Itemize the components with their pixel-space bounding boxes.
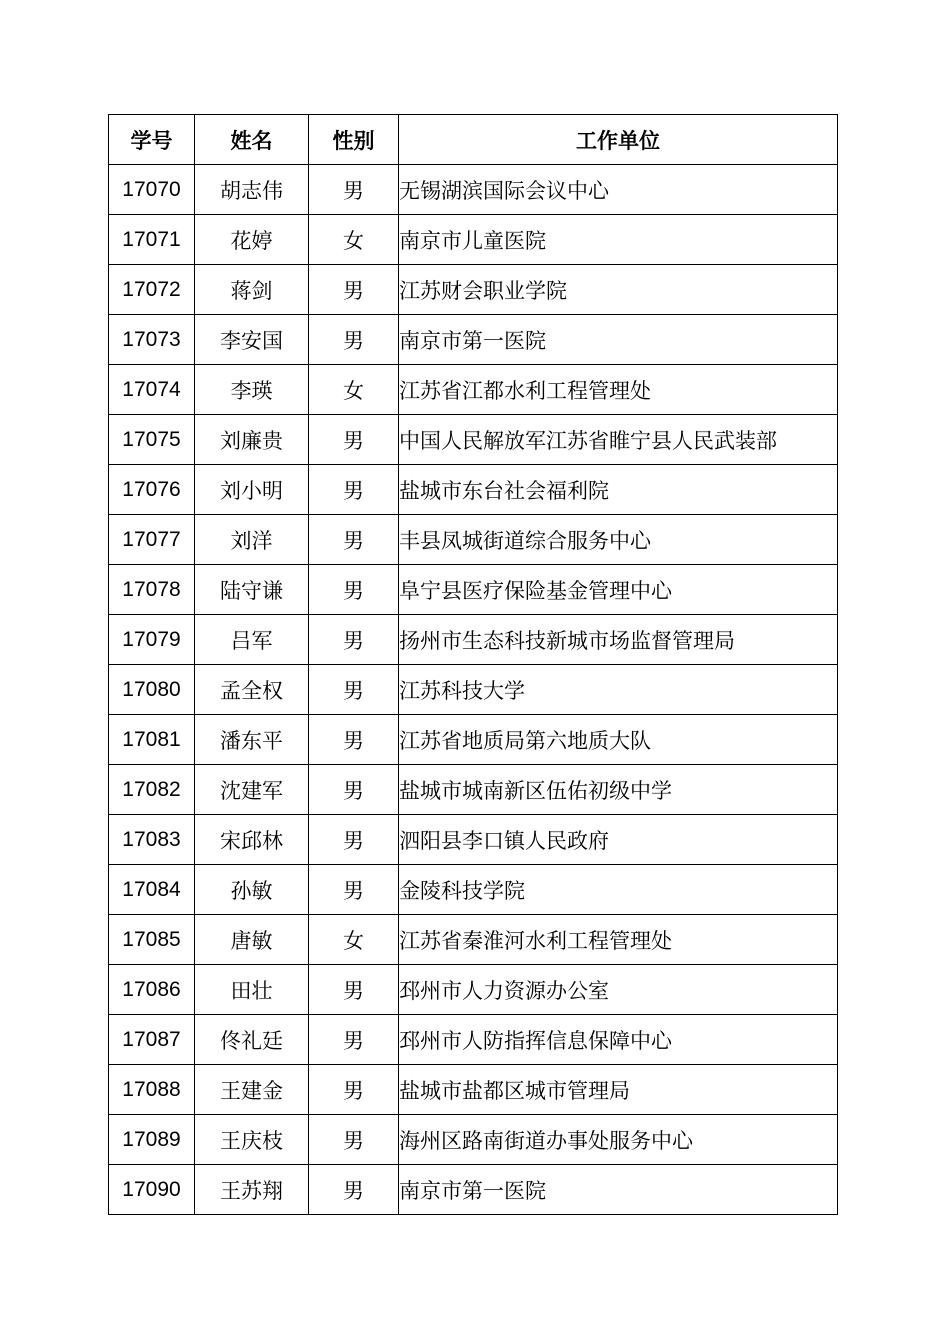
cell-work-unit: 无锡湖滨国际会议中心 (399, 165, 838, 215)
table-body (109, 165, 838, 1215)
table-row (109, 1015, 838, 1065)
cell-name: 佟礼廷 (195, 1015, 309, 1065)
cell-student-id: 17071 (109, 215, 195, 265)
cell-gender: 男 (309, 165, 399, 215)
cell-student-id: 17086 (109, 965, 195, 1015)
cell-student-id: 17080 (109, 665, 195, 715)
cell-student-id: 17081 (109, 715, 195, 765)
cell-work-unit: 江苏省江都水利工程管理处 (399, 365, 838, 415)
cell-gender: 男 (309, 665, 399, 715)
roster-sheet (108, 114, 837, 1215)
cell-name: 孙敏 (195, 865, 309, 915)
table-row (109, 515, 838, 565)
cell-student-id: 17074 (109, 365, 195, 415)
cell-name: 刘洋 (195, 515, 309, 565)
table-row (109, 865, 838, 915)
table-row (109, 615, 838, 665)
cell-name: 王苏翔 (195, 1165, 309, 1215)
cell-work-unit: 阜宁县医疗保险基金管理中心 (399, 565, 838, 615)
header-gender: 性别 (309, 115, 399, 165)
cell-work-unit: 邳州市人防指挥信息保障中心 (399, 1015, 838, 1065)
cell-name: 王庆枝 (195, 1115, 309, 1165)
table-row (109, 265, 838, 315)
table-row (109, 365, 838, 415)
cell-work-unit: 海州区路南街道办事处服务中心 (399, 1115, 838, 1165)
cell-student-id: 17082 (109, 765, 195, 815)
cell-gender: 男 (309, 715, 399, 765)
cell-name: 刘廉贵 (195, 415, 309, 465)
cell-student-id: 17088 (109, 1065, 195, 1115)
table-row (109, 715, 838, 765)
header-name: 姓名 (195, 115, 309, 165)
cell-student-id: 17073 (109, 315, 195, 365)
cell-name: 胡志伟 (195, 165, 309, 215)
cell-name: 宋邱林 (195, 815, 309, 865)
table-row (109, 915, 838, 965)
header-id: 学号 (109, 115, 195, 165)
table-row (109, 765, 838, 815)
cell-work-unit: 盐城市东台社会福利院 (399, 465, 838, 515)
table-row (109, 215, 838, 265)
table-row (109, 165, 838, 215)
cell-gender: 男 (309, 615, 399, 665)
cell-gender: 男 (309, 1115, 399, 1165)
cell-work-unit: 扬州市生态科技新城市场监督管理局 (399, 615, 838, 665)
cell-work-unit: 江苏财会职业学院 (399, 265, 838, 315)
cell-gender: 男 (309, 1065, 399, 1115)
cell-work-unit: 丰县凤城街道综合服务中心 (399, 515, 838, 565)
cell-gender: 男 (309, 465, 399, 515)
cell-name: 李安国 (195, 315, 309, 365)
cell-student-id: 17077 (109, 515, 195, 565)
cell-work-unit: 江苏省秦淮河水利工程管理处 (399, 915, 838, 965)
cell-student-id: 17076 (109, 465, 195, 515)
cell-gender: 男 (309, 1015, 399, 1065)
cell-work-unit: 邳州市人力资源办公室 (399, 965, 838, 1015)
cell-student-id: 17089 (109, 1115, 195, 1165)
cell-student-id: 17087 (109, 1015, 195, 1065)
cell-student-id: 17072 (109, 265, 195, 315)
cell-gender: 女 (309, 915, 399, 965)
table-row (109, 665, 838, 715)
cell-work-unit: 盐城市盐都区城市管理局 (399, 1065, 838, 1115)
table-row (109, 1115, 838, 1165)
cell-work-unit: 泗阳县李口镇人民政府 (399, 815, 838, 865)
table-row (109, 1065, 838, 1115)
cell-gender: 男 (309, 765, 399, 815)
cell-work-unit: 南京市第一医院 (399, 315, 838, 365)
cell-student-id: 17078 (109, 565, 195, 615)
cell-gender: 男 (309, 265, 399, 315)
cell-gender: 男 (309, 315, 399, 365)
table-row (109, 965, 838, 1015)
cell-work-unit: 中国人民解放军江苏省睢宁县人民武装部 (399, 415, 838, 465)
cell-work-unit: 盐城市城南新区伍佑初级中学 (399, 765, 838, 815)
cell-student-id: 17084 (109, 865, 195, 915)
cell-student-id: 17085 (109, 915, 195, 965)
cell-work-unit: 南京市第一医院 (399, 1165, 838, 1215)
cell-work-unit: 金陵科技学院 (399, 865, 838, 915)
table-row (109, 1165, 838, 1215)
cell-name: 蒋剑 (195, 265, 309, 315)
cell-work-unit: 南京市儿童医院 (399, 215, 838, 265)
cell-name: 王建金 (195, 1065, 309, 1115)
cell-name: 孟全权 (195, 665, 309, 715)
cell-gender: 女 (309, 215, 399, 265)
cell-work-unit: 江苏科技大学 (399, 665, 838, 715)
cell-gender: 男 (309, 515, 399, 565)
table-row (109, 415, 838, 465)
table-header-row (109, 115, 838, 165)
table-row (109, 815, 838, 865)
cell-name: 田壮 (195, 965, 309, 1015)
cell-name: 陆守谦 (195, 565, 309, 615)
cell-student-id: 17090 (109, 1165, 195, 1215)
cell-student-id: 17083 (109, 815, 195, 865)
table-row (109, 315, 838, 365)
cell-name: 刘小明 (195, 465, 309, 515)
cell-name: 唐敏 (195, 915, 309, 965)
cell-name: 李瑛 (195, 365, 309, 415)
cell-student-id: 17070 (109, 165, 195, 215)
table-row (109, 465, 838, 515)
cell-gender: 男 (309, 965, 399, 1015)
roster-table (108, 114, 838, 1215)
cell-name: 沈建军 (195, 765, 309, 815)
cell-gender: 男 (309, 565, 399, 615)
cell-gender: 男 (309, 865, 399, 915)
cell-gender: 男 (309, 415, 399, 465)
cell-work-unit: 江苏省地质局第六地质大队 (399, 715, 838, 765)
cell-student-id: 17079 (109, 615, 195, 665)
cell-name: 吕军 (195, 615, 309, 665)
cell-gender: 男 (309, 815, 399, 865)
cell-name: 潘东平 (195, 715, 309, 765)
cell-name: 花婷 (195, 215, 309, 265)
cell-student-id: 17075 (109, 415, 195, 465)
table-row (109, 565, 838, 615)
header-unit: 工作单位 (399, 115, 838, 165)
cell-gender: 女 (309, 365, 399, 415)
cell-gender: 男 (309, 1165, 399, 1215)
